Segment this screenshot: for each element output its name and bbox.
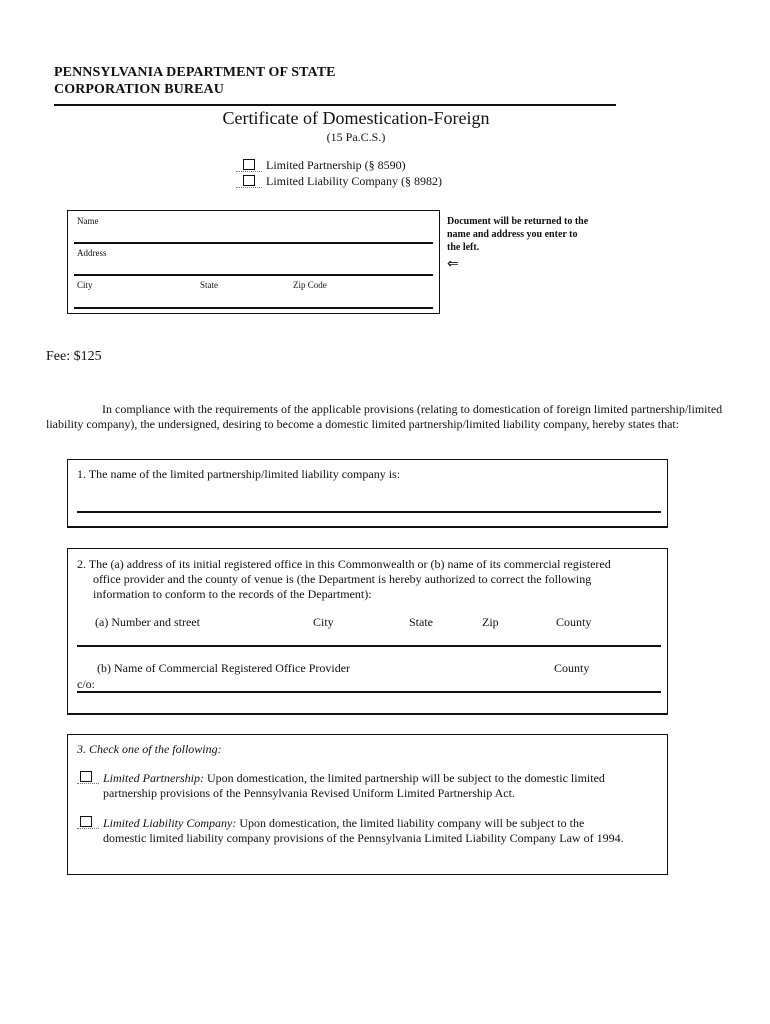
option-limited-liability-company[interactable] xyxy=(236,174,442,189)
section-3-box xyxy=(67,734,668,875)
county-label: County xyxy=(556,615,592,629)
option-lp[interactable] xyxy=(77,771,657,801)
agency-header xyxy=(54,64,336,98)
checkbox-limited-liability-company[interactable] xyxy=(243,175,255,186)
return-address-box xyxy=(67,210,440,314)
state-label: State xyxy=(200,280,218,290)
return-note-line2: name and address you enter to xyxy=(447,229,578,240)
header-rule xyxy=(54,104,616,106)
section-1-box xyxy=(67,459,668,528)
return-note-line3: the left. xyxy=(447,242,480,253)
option-label: Limited Liability Company (§ 8982) xyxy=(266,174,442,188)
lp-title: Limited Partnership: xyxy=(103,771,204,785)
number-street-label: (a) Number and street xyxy=(95,615,200,629)
care-of-label: c/o: xyxy=(77,677,95,691)
checkbox-limited-partnership[interactable] xyxy=(243,159,255,170)
section-3-heading: 3. Check one of the following: xyxy=(77,742,222,756)
fee-amount: Fee: $125 xyxy=(46,349,102,364)
section-2-line1: 2. The (a) address of its initial registered office in this Commonwealth or (b) name of its commercial registered xyxy=(77,557,611,571)
lp-text-line2: partnership provisions of the Pennsylvania Revised Uniform Limited Partnership Act. xyxy=(103,786,515,800)
option-limited-partnership[interactable] xyxy=(236,158,406,173)
commercial-provider-label: (b) Name of Commercial Registered Office Provider xyxy=(97,661,351,675)
commercial-provider-field[interactable] xyxy=(77,691,661,693)
name-label: Name xyxy=(77,216,99,226)
address-label: Address xyxy=(77,248,107,258)
name-field[interactable] xyxy=(74,242,433,244)
form-title: Certificate of Domestication-Foreign xyxy=(222,108,490,128)
option-llc[interactable] xyxy=(77,816,662,846)
city-label: City xyxy=(313,615,334,629)
option-label: Limited Partnership (§ 8590) xyxy=(266,158,406,172)
llc-title: Limited Liability Company: xyxy=(103,816,237,830)
zip-label: Zip xyxy=(482,615,499,629)
section-2-line2: office provider and the county of venue is (the Department is hereby authorized to correct the following xyxy=(93,572,592,586)
zip-code-label: Zip Code xyxy=(293,280,327,290)
checkbox-lp[interactable] xyxy=(80,771,92,782)
city-label: City xyxy=(77,280,93,290)
return-note xyxy=(447,215,622,254)
llc-text-line1: Upon domestication, the limited liability company will be subject to the xyxy=(236,816,585,830)
agency-line2: CORPORATION BUREAU xyxy=(54,82,224,97)
llc-text-line2: domestic limited liability company provisions of the Pennsylvania Limited Liability Company Law of 1994. xyxy=(103,831,624,845)
left-arrow-icon: ⇐ xyxy=(447,256,459,272)
county-b-label: County xyxy=(554,661,590,675)
address-field[interactable] xyxy=(74,274,433,276)
registered-office-field[interactable] xyxy=(77,645,661,647)
return-note-line1: Document will be returned to the xyxy=(447,216,589,227)
company-name-field[interactable] xyxy=(77,511,661,513)
form-subtitle: (15 Pa.C.S.) xyxy=(326,130,386,144)
city-state-zip-field[interactable] xyxy=(74,307,433,309)
checkbox-llc[interactable] xyxy=(80,816,92,827)
intro-paragraph: In compliance with the requirements of the applicable provisions (relating to domestication of foreign limited partnership/limited liability company), the undersigned, desiring to become a domestic limited partnership/limited liability company, hereby states that: xyxy=(46,402,723,431)
lp-text-line1: Upon domestication, the limited partnership will be subject to the domestic limited xyxy=(204,771,605,785)
state-label: State xyxy=(409,615,433,629)
section-2-line3: information to conform to the records of the Department): xyxy=(93,587,372,601)
section-2-box xyxy=(67,548,668,715)
section-1-label: 1. The name of the limited partnership/limited liability company is: xyxy=(77,467,401,481)
agency-line1: PENNSYLVANIA DEPARTMENT OF STATE xyxy=(54,65,336,80)
